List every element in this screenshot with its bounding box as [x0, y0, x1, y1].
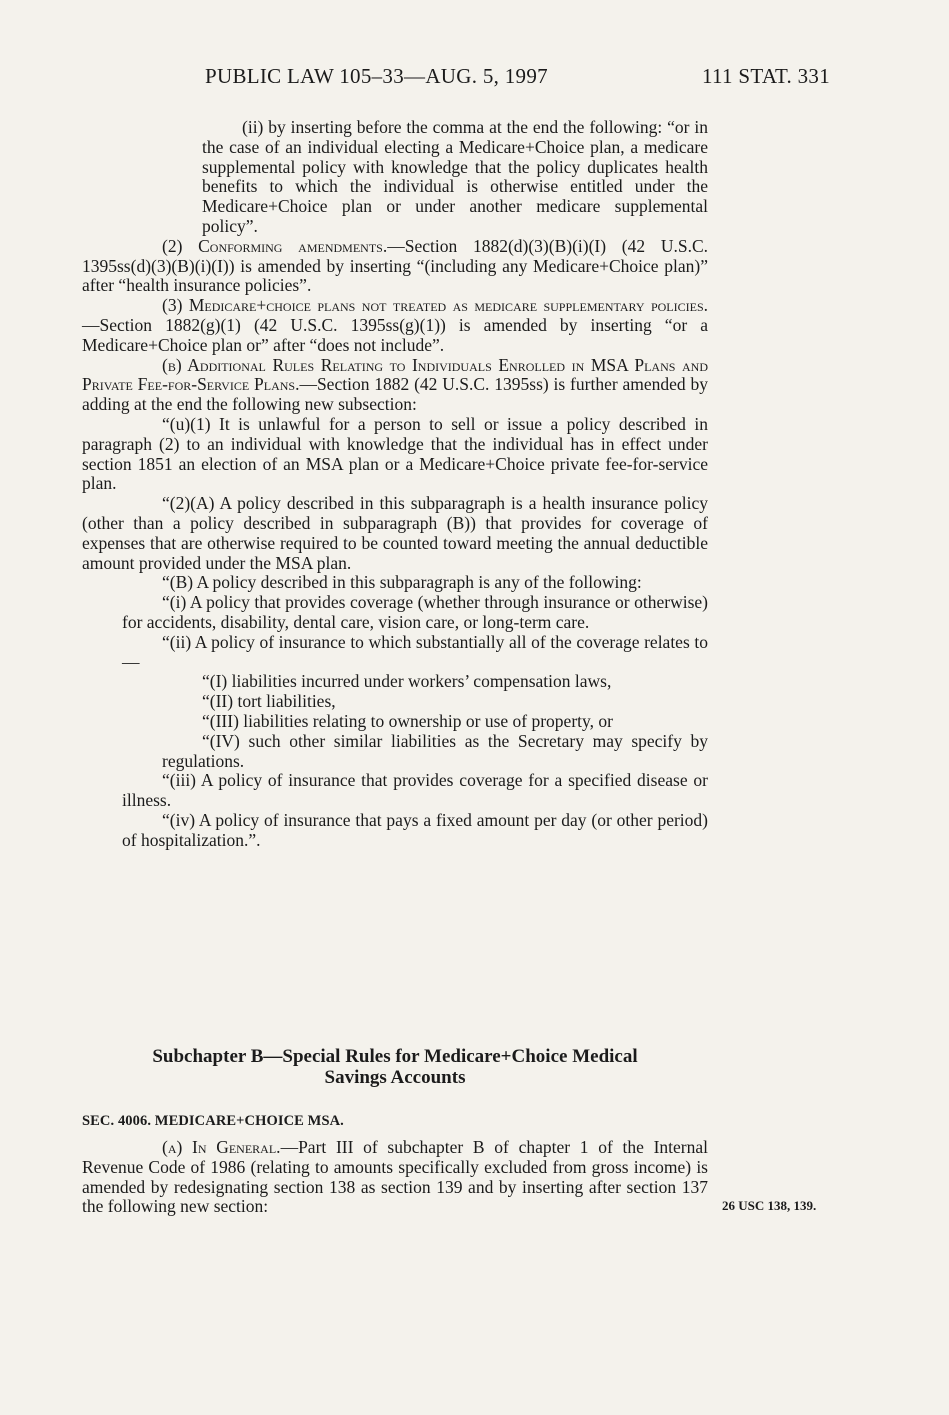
section-subsection-a — [82, 1138, 708, 1217]
body-text — [82, 118, 708, 850]
paragraph-2-heading: (2) Conforming amendments. — [162, 235, 388, 256]
subsection-b — [82, 356, 708, 415]
subclause-IV: “(IV) such other similar liabilities as the Secretary may specify by regulations. — [162, 730, 708, 771]
section-body — [82, 1138, 708, 1217]
subchapter-heading-line-1: Subchapter B—Special Rules for Medicare+Choice Medical — [152, 1046, 638, 1067]
paragraph-2 — [82, 237, 708, 296]
section-subsection-a-body: —Part III of subchapter B of chapter 1 of the Internal Revenue Code of 1986 (relating to amounts specifically excluded from gross income) is amended by redesignating section 138 as section 139 and by inserting after section 137 the following new section: — [82, 1137, 708, 1217]
paragraph-2-body: —Section 1882(d)(3)(B)(i)(I) (42 U.S.C. 1395ss(d)(3)(B)(i)(I)) is amended by inserting “(including any Medicare+Choice plan)” after “health insurance policies”. — [82, 235, 708, 296]
paragraph-3-body: —Section 1882(g)(1) (42 U.S.C. 1395ss(g)(1)) is amended by inserting “or a Medicare+Choice plan or” after “does not include”. — [82, 314, 708, 355]
subsection-b-body: —Section 1882 (42 U.S.C. 1395ss) is further amended by adding at the end the following new subsection: — [82, 374, 708, 415]
clause-i: “(i) A policy that provides coverage (whether through insurance or otherwise) for accidents, disability, dental care, vision care, or long-term care. — [122, 592, 708, 632]
subsection-u1: “(u)(1) It is unlawful for a person to sell or issue a policy described in paragraph (2) to an individual with knowledge that the individual has in effect under section 1851 an election of an MSA plan or a Medicare+Choice private fee-for-service plan. — [82, 413, 708, 494]
subchapter-heading — [82, 1046, 708, 1088]
subsection-b-heading: (b) Additional Rules Relating to Individuals Enrolled in MSA Plans and Private Fee-for-Service Plans. — [82, 354, 708, 395]
clause-iii: “(iii) A policy of insurance that provides coverage for a specified disease or illness. — [122, 770, 708, 811]
subsection-u2a: “(2)(A) A policy described in this subparagraph is a health insurance policy (other than a policy described in subparagraph (B)) that provides for coverage of expenses that are otherwise required to be counted toward meeting the annual deductible amount provided under the MSA plan. — [82, 493, 708, 573]
section-subsection-a-heading: (a) In General. — [162, 1137, 281, 1157]
section-heading: SEC. 4006. MEDICARE+CHOICE MSA. — [82, 1113, 344, 1129]
clause-ii: “(ii) A policy of insurance to which substantially all of the coverage relates to— — [122, 631, 708, 672]
clause-ii-text: (ii) by inserting before the comma at the end the following: “or in the case of an individual electing a Medicare+Choice plan, a medicare supplemental policy with knowledge that the policy duplicates health benefits to which the individual is otherwise entitled under the Medicare+Choice plan or under another medicare supplemental policy”. — [202, 117, 708, 236]
running-head-title: PUBLIC LAW 105–33—AUG. 5, 1997 — [205, 64, 548, 88]
paragraph-3 — [82, 296, 708, 355]
margin-citation-note: 26 USC 138, 139. — [722, 1198, 817, 1213]
subclause-II: “(II) tort liabilities, — [202, 691, 336, 712]
subclause-I: “(I) liabilities incurred under workers’ compensation laws, — [202, 671, 612, 692]
paragraph-3-heading: (3) Medicare+choice plans not treated as medicare supplementary policies. — [162, 295, 708, 316]
subchapter-heading-line-2: Savings Accounts — [324, 1067, 466, 1088]
subclause-III: “(III) liabilities relating to ownership or use of property, or — [202, 710, 613, 731]
page-number: 111 STAT. 331 — [702, 64, 831, 88]
clause-iv: “(iv) A policy of insurance that pays a fixed amount per day (or other period) of hospitalization.”. — [122, 809, 708, 850]
subparagraph-b: “(B) A policy described in this subparagraph is any of the following: — [162, 572, 642, 593]
page-header — [0, 64, 949, 92]
